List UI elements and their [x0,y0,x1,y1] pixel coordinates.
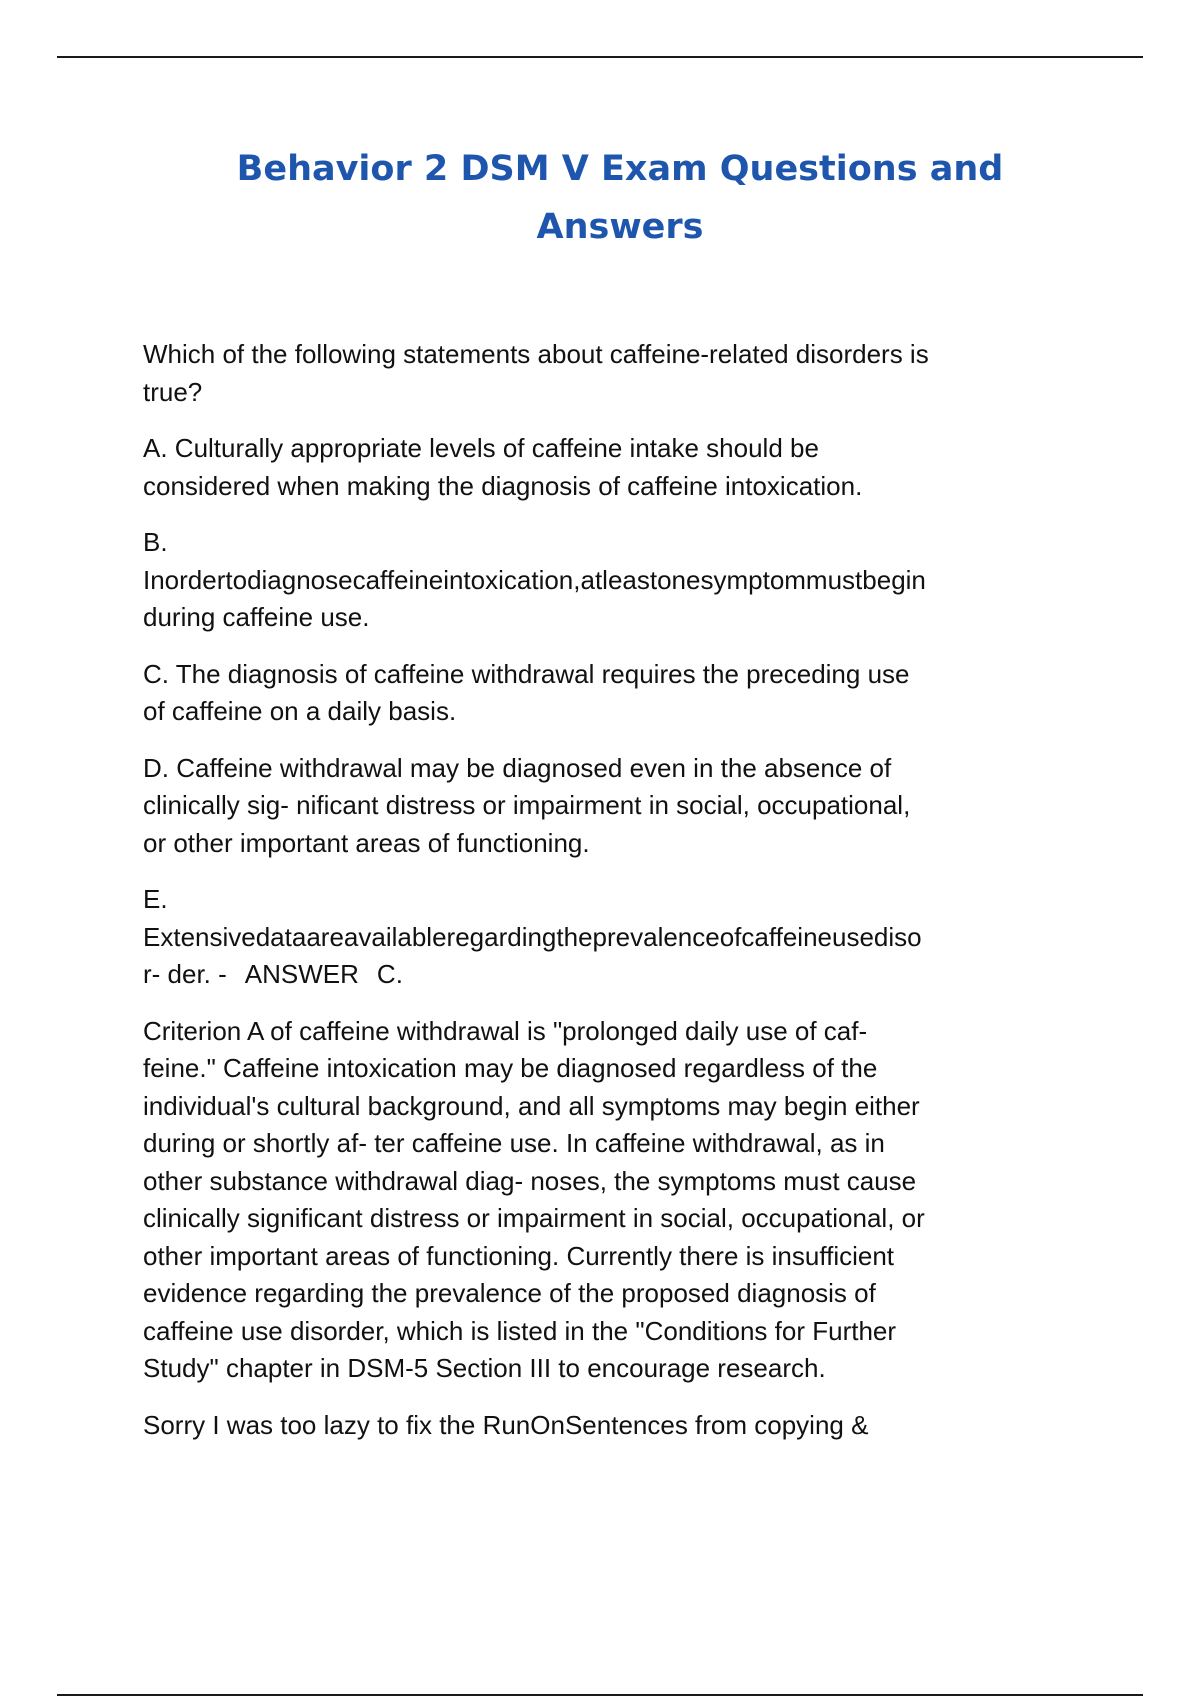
option-e-line-2-wrapper [143,956,1103,994]
explanation-line: individual's cultural background, and all symptoms may begin either [143,1090,920,1121]
option-e-line-1: Extensivedataareavailableregardingtheprevalenceofcaffeineusediso [143,921,922,952]
option-c-line-2: of caffeine on a daily basis. [143,696,457,726]
explanation-line: Criterion A of caffeine withdrawal is "prolonged daily use of caf- [143,1015,868,1046]
option-d-line-1: D. Caffeine withdrawal may be diagnosed even in the absence of [143,752,892,783]
option-d-line-2: clinically sig- nificant distress or impairment in social, occupational, [143,790,911,820]
option-b-label: B. [143,527,168,557]
explanation-line: other important areas of functioning. Currently there is insufficient [143,1240,895,1271]
option-b-line-2: during caffeine use. [143,602,370,632]
question-stem-line-1: Which of the following statements about caffeine-related disorders is [143,339,929,369]
question-stem-line-2: true? [143,376,203,407]
author-note: Sorry I was too lazy to fix the RunOnSentences from copying & [143,1409,869,1440]
option-a [143,430,1103,505]
option-e [143,881,1103,994]
footer-rule [57,1694,1143,1696]
explanation-line: other substance withdrawal diag- noses, the symptoms must cause [143,1165,917,1196]
answer-value: C. [376,959,403,989]
option-e-line-2: r- der. - [143,959,227,989]
option-a-line-1: A. Culturally appropriate levels of caffeine intake should be [143,433,819,463]
option-e-label: E. [143,884,168,914]
explanation-line: caffeine use disorder, which is listed in the "Conditions for Further [143,1315,897,1346]
header-rule [57,56,1143,58]
option-b [143,524,1103,637]
explanation [143,1013,1103,1388]
option-c-line-1: C. The diagnosis of caffeine withdrawal requires the preceding use [143,658,910,689]
document-title [180,140,1060,256]
explanation-line: evidence regarding the prevalence of the proposed diagnosis of [143,1278,876,1308]
answer-label: ANSWER [244,959,359,989]
option-a-line-2: considered when making the diagnosis of caffeine intoxication. [143,470,863,501]
option-b-line-1: Inordertodiagnosecaffeineintoxication,atleastonesymptommustbegin [143,564,926,595]
option-c [143,656,1103,731]
explanation-line: clinically significant distress or impairment in social, occupational, or [143,1203,925,1233]
option-d-line-3: or other important areas of functioning. [143,827,590,858]
document-body [143,336,1103,1463]
explanation-line: Study" chapter in DSM-5 Section III to encourage research. [143,1353,826,1383]
title-line-2: Answers [536,207,704,247]
explanation-line: feine." Caffeine intoxication may be diagnosed regardless of the [143,1053,878,1083]
question-stem [143,336,1103,411]
explanation-line: during or shortly af- ter caffeine use. In caffeine withdrawal, as in [143,1128,885,1158]
option-d [143,750,1103,863]
title-line-1: Behavior 2 DSM V Exam Questions and [236,149,1004,189]
